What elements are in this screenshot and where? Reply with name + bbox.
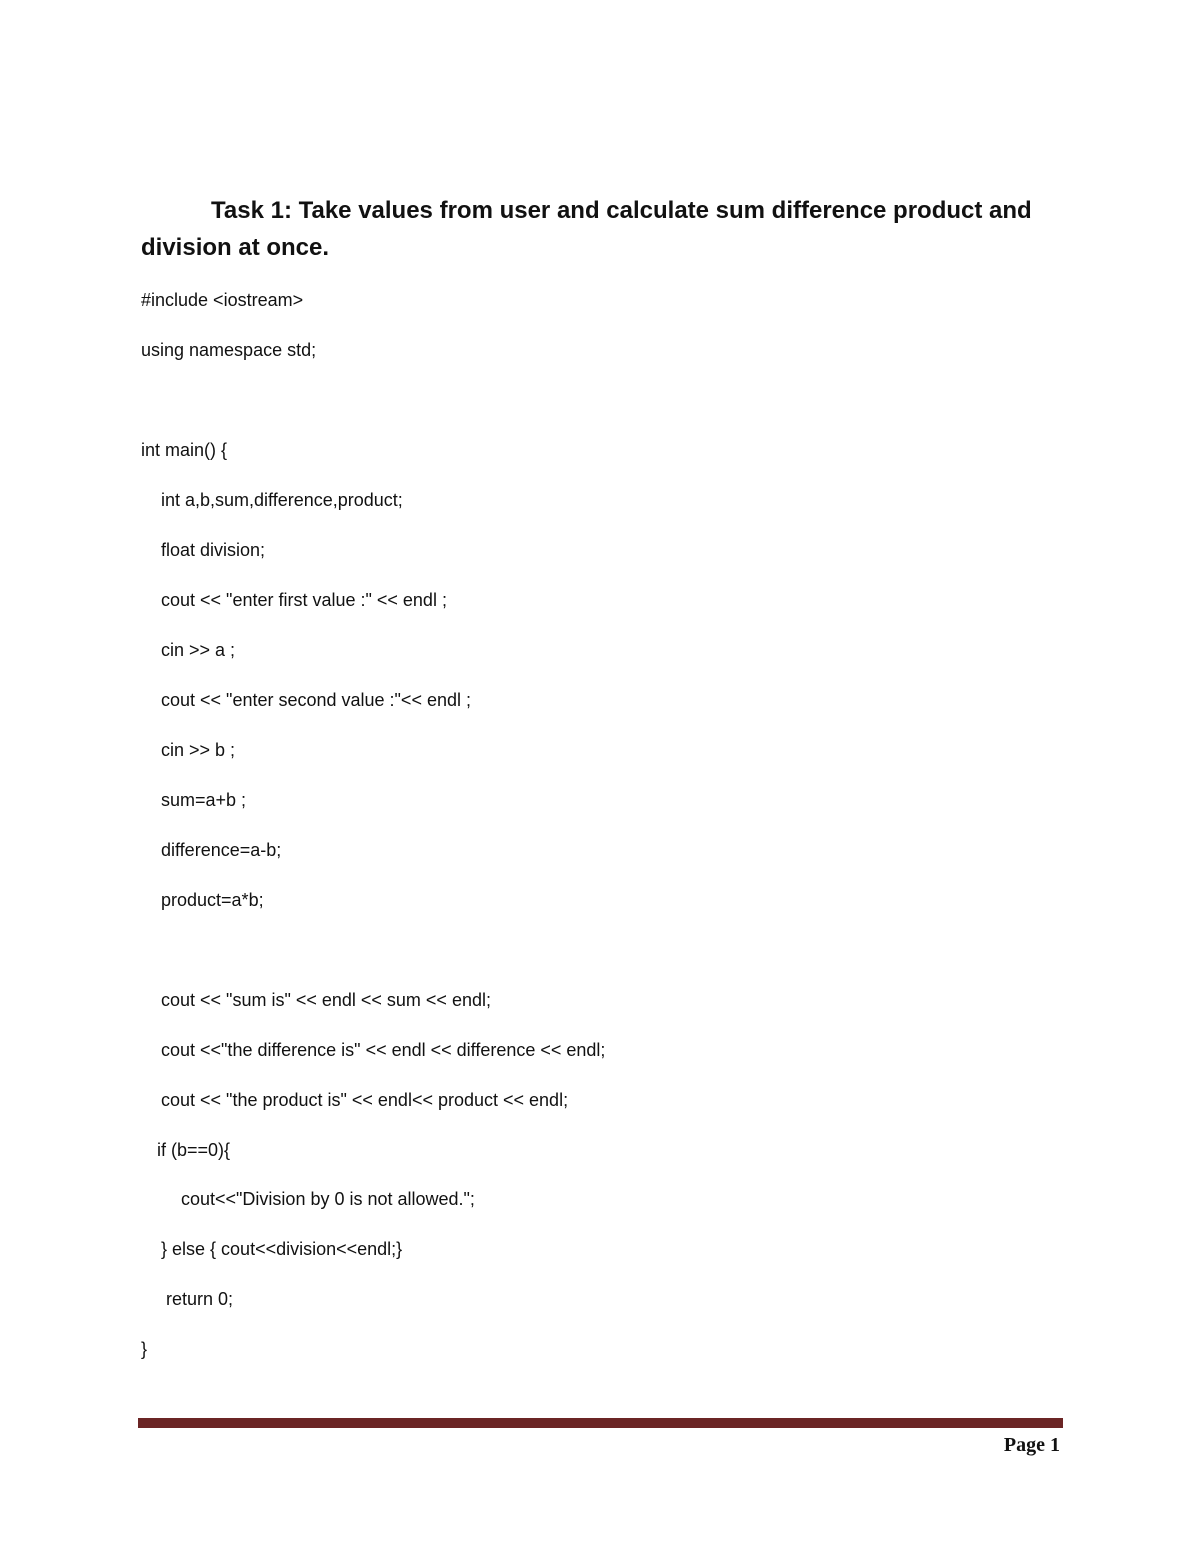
task-title: Task 1: Take values from user and calculate sum difference product and division at once. [141,197,1032,261]
code-line: cout << "the product is" << endl<< product << endl; [161,1090,569,1110]
code-line: cout<<"Division by 0 is not allowed."; [181,1189,475,1209]
page-number: Page 1 [1003,1434,1060,1456]
code-line: } else { cout<<division<<endl;} [161,1239,403,1259]
code-line: cin >> a ; [161,640,236,660]
code-line: cout << "sum is" << endl << sum << endl; [161,990,491,1010]
code-line: #include <iostream> [141,290,304,310]
code-line: cin >> b ; [161,740,236,760]
code-line: cout << "enter first value :" << endl ; [161,590,447,610]
code-line: int a,b,sum,difference,product; [161,490,403,510]
footer-rule [138,1418,1063,1428]
code-line: sum=a+b ; [161,790,247,810]
code-line: cout <<"the difference is" << endl << difference << endl; [161,1040,606,1060]
code-line: if (b==0){ [157,1140,231,1160]
code-line: } [141,1339,148,1359]
code-line: product=a*b; [161,890,264,910]
code-line: int main() { [141,440,228,460]
code-line: return 0; [166,1289,234,1309]
code-line: cout << "enter second value :"<< endl ; [161,690,471,710]
code-line: float division; [161,540,266,560]
code-line: difference=a-b; [161,840,282,860]
code-line: using namespace std; [141,340,317,360]
